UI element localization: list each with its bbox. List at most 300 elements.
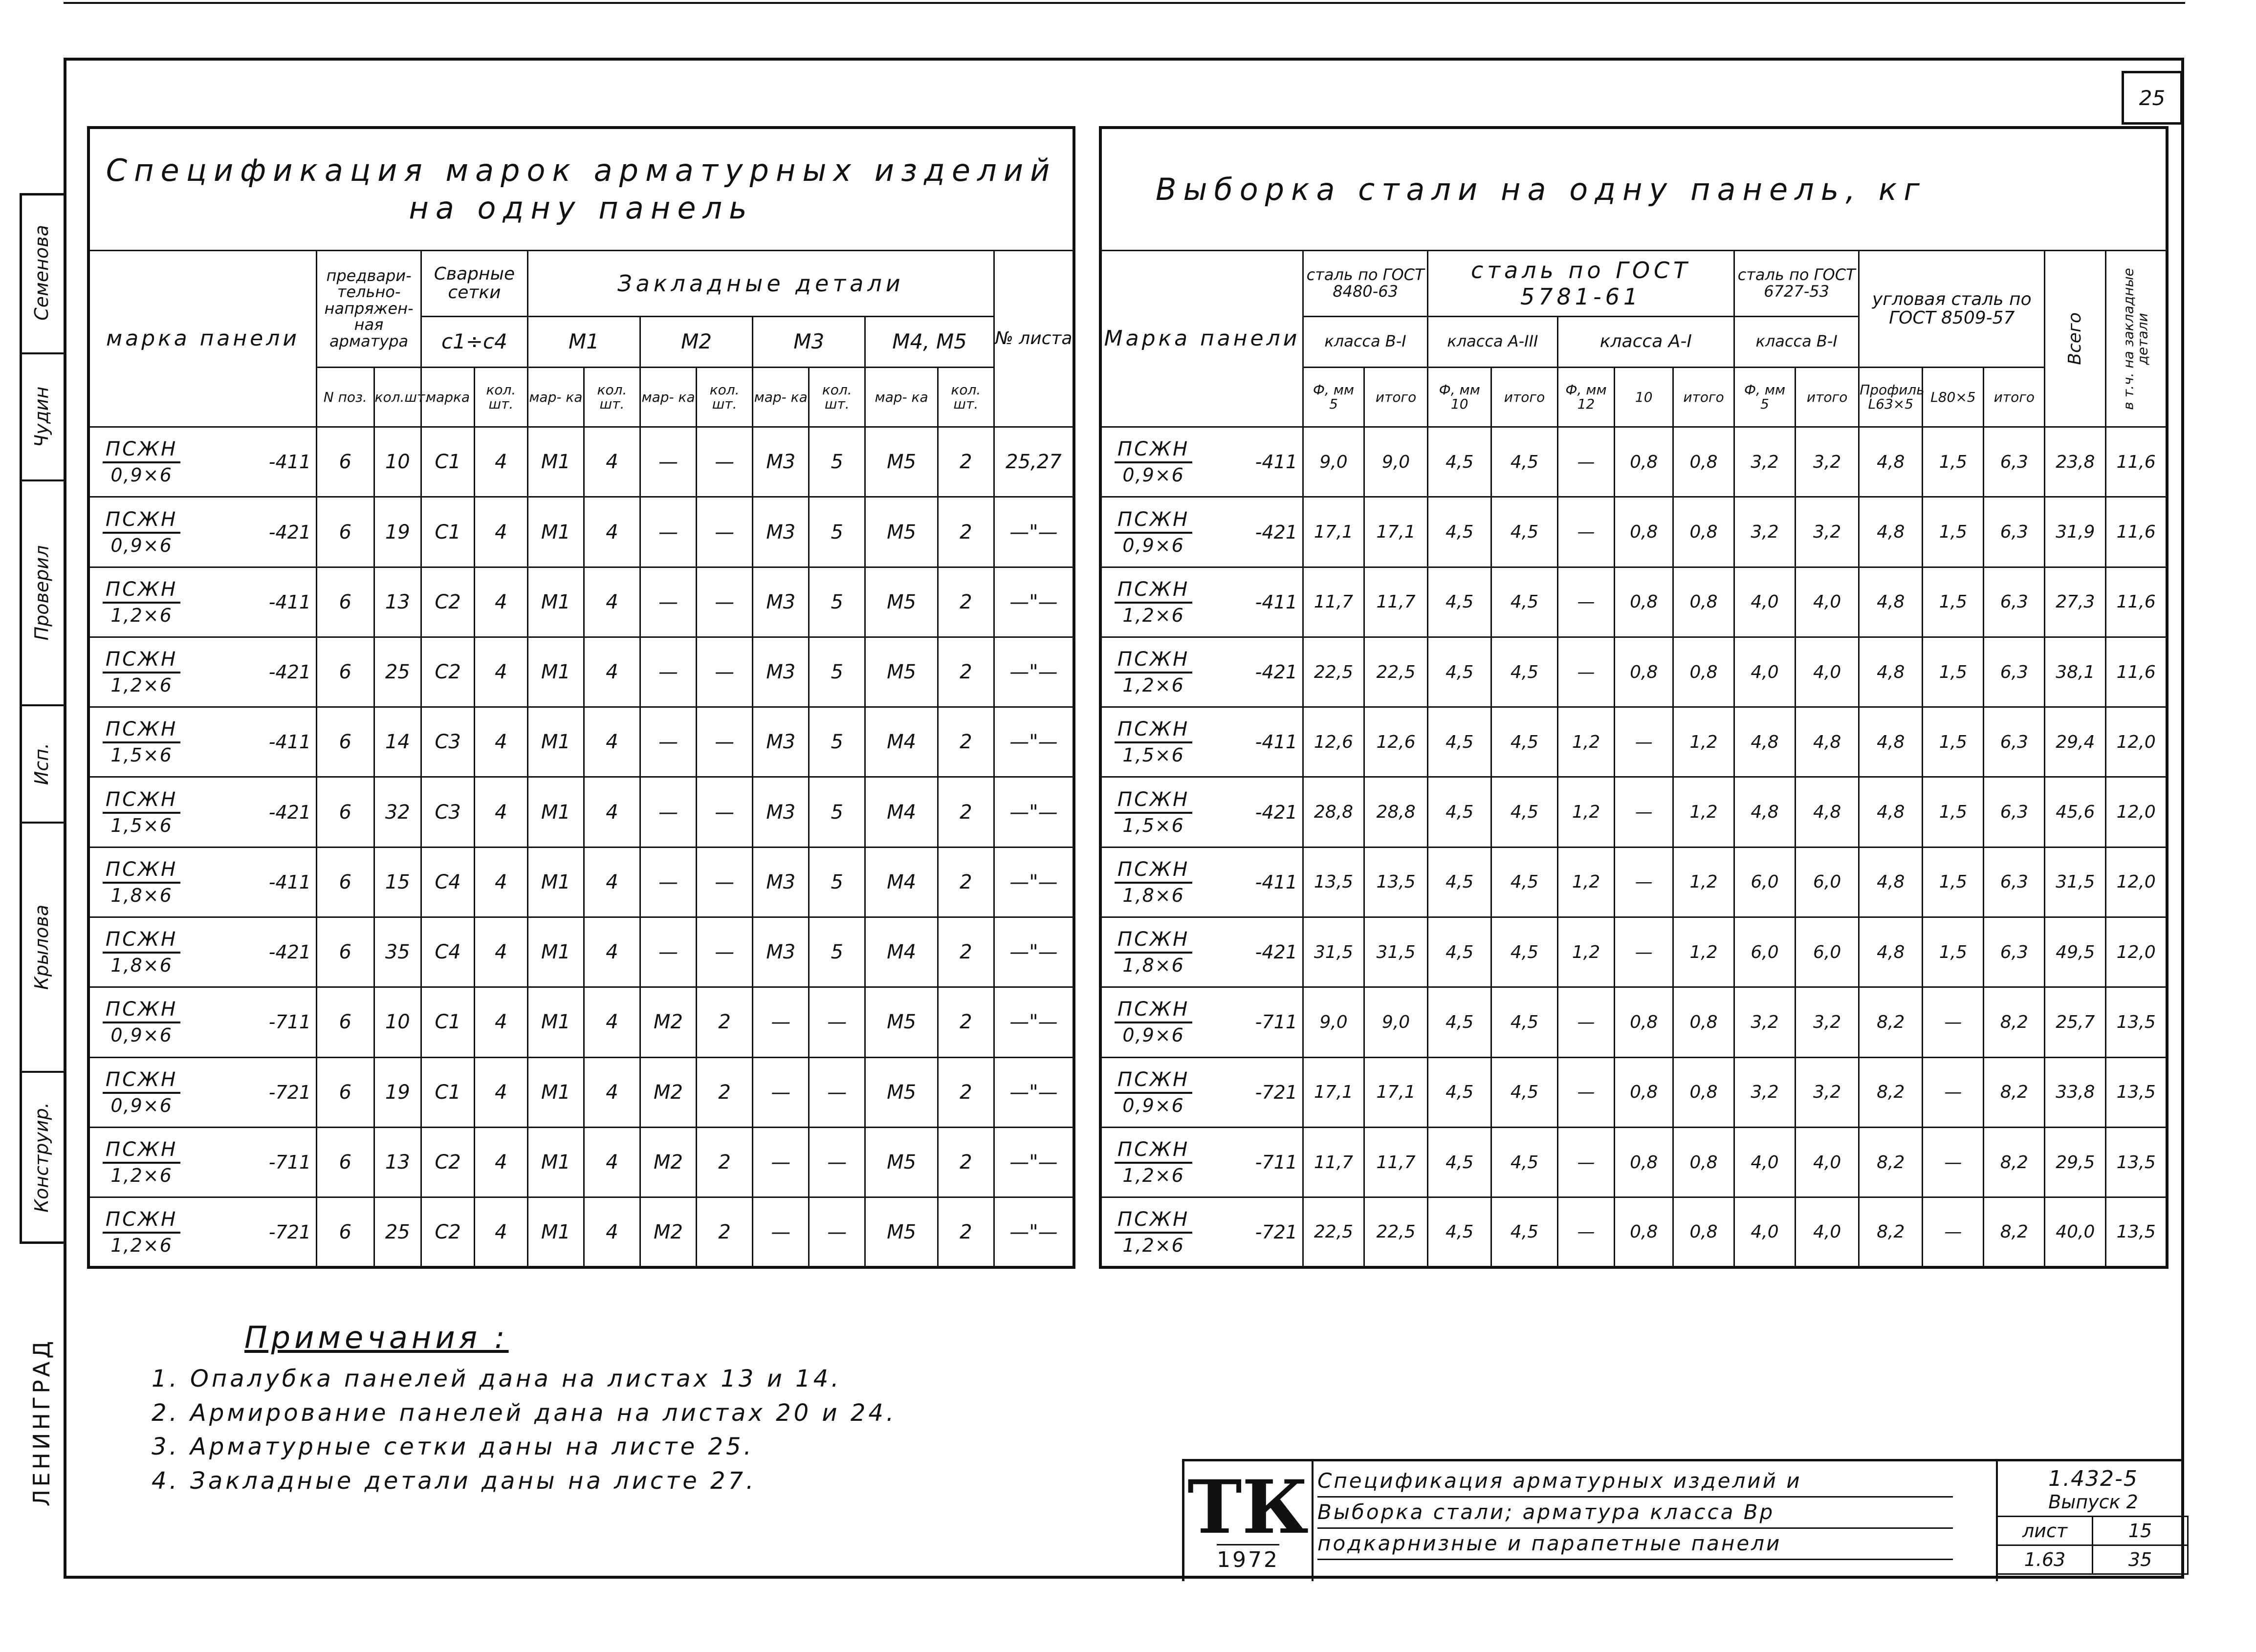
steel-row (1100, 987, 2167, 1057)
spec-cell-m45q: 2 (938, 1127, 994, 1197)
steel-cell: 4,8 (1859, 497, 1923, 567)
hdr-class-ai: класса А-I (1557, 316, 1734, 367)
spec-row-marka (88, 707, 317, 777)
steel-cell: 1,2 (1557, 707, 1615, 777)
spec-title (90, 152, 1073, 227)
spec-cell-m45q: 2 (938, 497, 994, 567)
spec-cell-m2q: — (697, 637, 753, 707)
spec-cell-m1: М1 (527, 1197, 584, 1267)
steel-cell: 4,0 (1796, 637, 1859, 707)
marka-bottom: 0,9×6 (110, 534, 173, 556)
spec-cell-m45: М5 (865, 637, 938, 707)
marka-suffix: -411 (268, 451, 311, 473)
spec-cell-q: 10 (374, 427, 421, 497)
steel-cell: 1,5 (1923, 917, 1984, 987)
steel-cell: 4,8 (1859, 917, 1923, 987)
hdr-sheet-no: № листа (994, 250, 1074, 427)
steel-cell: 6,3 (1984, 497, 2045, 567)
steel-cell: 4,8 (1859, 707, 1923, 777)
marka-bottom: 1,2×6 (110, 604, 173, 626)
steel-cell: 4,5 (1428, 567, 1491, 637)
marka-top: ПСЖН (103, 998, 180, 1023)
steel-cell: 4,0 (1796, 1127, 1859, 1197)
title-block-doc-info (1996, 1461, 2189, 1581)
spec-cell-mesh: С1 (421, 987, 475, 1057)
steel-cell: 38,1 (2045, 637, 2106, 707)
hdr-marka: марка панели (88, 250, 317, 427)
side-label-4: Исп. (20, 706, 64, 824)
spec-cell-m2: — (640, 427, 697, 497)
steel-cell: 3,2 (1734, 427, 1796, 497)
hdr-class-bi-2: класса В-I (1734, 316, 1859, 367)
note-item-3: 3. Арматурные сетки даны на листе 25. (152, 1433, 754, 1461)
spec-cell-m3q: 5 (809, 777, 865, 847)
hdr-dia-2-val: 10 (1450, 396, 1468, 413)
steel-cell: — (1615, 777, 1673, 847)
side-label-5: Крылова (20, 824, 64, 1073)
steel-cell: 6,3 (1984, 567, 2045, 637)
spec-cell-mq: 4 (474, 917, 527, 987)
marka-suffix: -421 (1255, 801, 1297, 823)
hdr-m3-marka: мар- ка (753, 367, 809, 427)
marka-suffix: -711 (268, 1152, 311, 1174)
steel-cell: 11,7 (1364, 567, 1427, 637)
hdr-steel-marka: Марка панели (1100, 250, 1303, 427)
steel-row (1100, 1127, 2167, 1197)
hdr-itogo-5: итого (1984, 367, 2045, 427)
spec-cell-m2: — (640, 847, 697, 917)
hdr-gost-6727: сталь по ГОСТ 6727-53 (1734, 250, 1859, 316)
steel-cell: 31,5 (1303, 917, 1364, 987)
steel-cell: 6,0 (1734, 917, 1796, 987)
spec-cell-mq: 4 (474, 1197, 527, 1267)
spec-title-cell (88, 128, 1074, 250)
spec-cell-sheet: —"— (994, 567, 1074, 637)
steel-cell: 12,0 (2106, 777, 2167, 847)
marka-suffix: -421 (1255, 521, 1297, 543)
spec-cell-q: 14 (374, 707, 421, 777)
steel-cell: 0,8 (1673, 1197, 1734, 1267)
steel-cell: 31,5 (1364, 917, 1427, 987)
steel-cell: 0,8 (1615, 637, 1673, 707)
spec-cell-q: 25 (374, 637, 421, 707)
steel-cell: 11,7 (1364, 1127, 1427, 1197)
spec-cell-n: 6 (317, 567, 374, 637)
hdr-dia-3-label: Ф, мм (1565, 381, 1607, 398)
marka-bottom: 1,2×6 (1122, 1165, 1184, 1187)
hdr-m45-marka: мар- ка (865, 367, 938, 427)
notes-title: Примечания : (244, 1320, 509, 1355)
steel-table (1099, 126, 2168, 1269)
spec-cell-sheet: —"— (994, 847, 1074, 917)
spec-cell-m3q: — (809, 1197, 865, 1267)
steel-cell: 49,5 (2045, 917, 2106, 987)
steel-cell: 13,5 (1364, 847, 1427, 917)
steel-cell: — (1557, 987, 1615, 1057)
spec-cell-sheet: —"— (994, 1057, 1074, 1127)
spec-cell-m2: — (640, 567, 697, 637)
steel-row-marka (1100, 847, 1303, 917)
hdr-dia-5-label: Ф, мм (1744, 381, 1786, 398)
title-block-description (1317, 1466, 1953, 1560)
spec-cell-q: 35 (374, 917, 421, 987)
spec-cell-mq: 4 (474, 567, 527, 637)
spec-row-marka (88, 847, 317, 917)
hdr-dia-10: 10 (1615, 367, 1673, 427)
steel-cell: 6,3 (1984, 917, 2045, 987)
steel-cell: 4,0 (1734, 567, 1796, 637)
marka-top: ПСЖН (103, 438, 180, 463)
spec-cell-mq: 4 (474, 777, 527, 847)
marka-suffix: -411 (1255, 731, 1297, 753)
hdr-total-text: Всего (2065, 312, 2085, 365)
steel-cell: 22,5 (1364, 1197, 1427, 1267)
steel-row (1100, 707, 2167, 777)
spec-cell-m45: М5 (865, 427, 938, 497)
hdr-m2: М2 (640, 316, 753, 367)
steel-cell: 11,6 (2106, 637, 2167, 707)
steel-cell: 4,5 (1491, 777, 1557, 847)
marka-top: ПСЖН (1115, 858, 1192, 884)
steel-cell: 4,5 (1428, 427, 1491, 497)
marka-top: ПСЖН (103, 928, 180, 954)
hdr-m1-marka: мар- ка (527, 367, 584, 427)
hdr-gost-8480: сталь по ГОСТ 8480-63 (1303, 250, 1428, 316)
steel-cell: 4,8 (1859, 847, 1923, 917)
steel-cell: 4,5 (1491, 847, 1557, 917)
marka-bottom: 1,2×6 (110, 674, 173, 696)
steel-cell: 40,0 (2045, 1197, 2106, 1267)
title-block-desc-1: Спецификация арматурных изделий и (1317, 1466, 1953, 1498)
spec-cell-n: 6 (317, 1127, 374, 1197)
spec-cell-sheet: —"— (994, 917, 1074, 987)
steel-row-marka (1100, 1057, 1303, 1127)
steel-cell: 33,8 (2045, 1057, 2106, 1127)
spec-cell-m45: М5 (865, 1127, 938, 1197)
spec-cell-sheet: —"— (994, 637, 1074, 707)
spec-cell-n: 6 (317, 1057, 374, 1127)
marka-top: ПСЖН (1115, 508, 1192, 534)
spec-cell-n: 6 (317, 637, 374, 707)
note-item-2: 2. Армирование панелей дана на листах 20 и 24. (152, 1399, 897, 1427)
spec-cell-m1q: 4 (584, 637, 640, 707)
spec-cell-m1q: 4 (584, 1197, 640, 1267)
marka-suffix: -721 (1255, 1221, 1297, 1243)
steel-cell: 22,5 (1303, 637, 1364, 707)
steel-cell: — (1557, 637, 1615, 707)
steel-cell: 17,1 (1364, 497, 1427, 567)
steel-cell: 12,6 (1364, 707, 1427, 777)
spec-cell-sheet: —"— (994, 707, 1074, 777)
steel-cell: — (1923, 1127, 1984, 1197)
steel-cell: 22,5 (1303, 1197, 1364, 1267)
steel-cell: 4,5 (1491, 707, 1557, 777)
spec-cell-mq: 4 (474, 707, 527, 777)
steel-cell: 28,8 (1303, 777, 1364, 847)
steel-cell: 0,8 (1615, 1057, 1673, 1127)
city-label: ЛЕНИНГРАД (28, 1338, 55, 1507)
marka-bottom: 1,2×6 (1122, 674, 1184, 696)
steel-row-marka (1100, 777, 1303, 847)
marka-bottom: 1,2×6 (110, 1234, 173, 1256)
spec-cell-m2: — (640, 917, 697, 987)
steel-cell: — (1923, 1057, 1984, 1127)
spec-cell-mesh: С4 (421, 917, 475, 987)
steel-row-marka (1100, 1197, 1303, 1267)
steel-cell: 6,3 (1984, 777, 2045, 847)
hdr-dia-12 (1557, 367, 1615, 427)
marka-top: ПСЖН (1115, 718, 1192, 743)
steel-cell: 22,5 (1364, 637, 1427, 707)
steel-cell: — (1557, 497, 1615, 567)
spec-cell-m1: М1 (527, 637, 584, 707)
spec-cell-m2: — (640, 497, 697, 567)
marka-bottom: 0,9×6 (110, 1094, 173, 1116)
doc-issue: Выпуск 2 (1998, 1491, 2189, 1517)
spec-cell-m1: М1 (527, 427, 584, 497)
steel-cell: 4,8 (1734, 707, 1796, 777)
marka-bottom: 0,9×6 (110, 1024, 173, 1046)
spec-cell-m45: М4 (865, 707, 938, 777)
steel-cell: 1,5 (1923, 777, 1984, 847)
steel-cell: 4,5 (1491, 1197, 1557, 1267)
marka-suffix: -421 (268, 941, 311, 963)
steel-cell: 4,0 (1796, 1197, 1859, 1267)
marka-top: ПСЖН (103, 788, 180, 814)
spec-cell-m2q: — (697, 847, 753, 917)
steel-cell: 0,8 (1673, 567, 1734, 637)
steel-cell: 4,5 (1428, 637, 1491, 707)
top-border-line (64, 2, 2185, 7)
spec-cell-m3: М3 (753, 777, 809, 847)
spec-cell-m2: М2 (640, 987, 697, 1057)
doc-sheet-row (1998, 1517, 2189, 1546)
spec-cell-m1q: 4 (584, 427, 640, 497)
marka-top: ПСЖН (103, 508, 180, 534)
marka-top: ПСЖН (1115, 1068, 1192, 1094)
steel-cell: 4,5 (1491, 497, 1557, 567)
steel-cell: — (1923, 987, 1984, 1057)
spec-cell-m2: — (640, 637, 697, 707)
spec-cell-m45q: 2 (938, 707, 994, 777)
steel-cell: 1,5 (1923, 497, 1984, 567)
spec-row-marka (88, 637, 317, 707)
spec-cell-m3q: 5 (809, 567, 865, 637)
hdr-class-bi: класса В-I (1303, 316, 1428, 367)
tk-logo (1184, 1461, 1314, 1581)
marka-bottom: 1,8×6 (110, 955, 173, 977)
hdr-gost-5781: сталь по ГОСТ 5781-61 (1428, 250, 1734, 316)
spec-cell-m1: М1 (527, 1057, 584, 1127)
marka-suffix: -721 (1255, 1081, 1297, 1103)
marka-bottom: 1,5×6 (110, 814, 173, 836)
marka-top: ПСЖН (1115, 928, 1192, 954)
spec-cell-sheet: —"— (994, 777, 1074, 847)
marka-top: ПСЖН (103, 1138, 180, 1164)
spec-cell-q: 19 (374, 497, 421, 567)
marka-top: ПСЖН (103, 1068, 180, 1094)
steel-row (1100, 917, 2167, 987)
title-block-desc-3: подкарнизные и парапетные панели (1317, 1529, 1953, 1560)
marka-top: ПСЖН (1115, 1208, 1192, 1234)
tk-logo-year: 1972 (1217, 1544, 1279, 1572)
steel-cell: 1,5 (1923, 637, 1984, 707)
spec-cell-mesh: С3 (421, 707, 475, 777)
steel-cell: 4,8 (1859, 567, 1923, 637)
spec-cell-q: 10 (374, 987, 421, 1057)
spec-cell-m3: — (753, 1127, 809, 1197)
steel-row (1100, 427, 2167, 497)
spec-cell-m45: М5 (865, 1197, 938, 1267)
spec-cell-n: 6 (317, 497, 374, 567)
tk-logo-letters: ТК (1187, 1464, 1309, 1550)
marka-suffix: -411 (1255, 871, 1297, 893)
spec-cell-m1: М1 (527, 1127, 584, 1197)
steel-cell: 27,3 (2045, 567, 2106, 637)
spec-cell-m2q: — (697, 497, 753, 567)
spec-row (88, 427, 1074, 497)
spec-title-line2: на одну панель (409, 190, 754, 226)
spec-cell-m2q: — (697, 777, 753, 847)
spec-cell-m3: М3 (753, 917, 809, 987)
spec-cell-q: 25 (374, 1197, 421, 1267)
spec-cell-n: 6 (317, 917, 374, 987)
steel-cell: 1,2 (1673, 847, 1734, 917)
spec-cell-m2: М2 (640, 1197, 697, 1267)
marka-bottom: 0,9×6 (1122, 464, 1184, 486)
spec-cell-mq: 4 (474, 637, 527, 707)
steel-row-marka (1100, 917, 1303, 987)
steel-cell: — (1557, 427, 1615, 497)
steel-cell: 4,0 (1734, 1197, 1796, 1267)
spec-cell-m1: М1 (527, 497, 584, 567)
hdr-angle-steel: угловая сталь по ГОСТ 8509-57 (1859, 250, 2045, 367)
steel-cell: 1,2 (1673, 777, 1734, 847)
marka-top: ПСЖН (1115, 1138, 1192, 1164)
steel-cell: 0,8 (1615, 1197, 1673, 1267)
spec-cell-q: 13 (374, 1127, 421, 1197)
spec-cell-m1: М1 (527, 777, 584, 847)
spec-row-marka (88, 567, 317, 637)
steel-cell: 9,0 (1364, 427, 1427, 497)
steel-cell: 4,8 (1859, 777, 1923, 847)
marka-suffix: -711 (1255, 1152, 1297, 1174)
steel-cell: 1,2 (1557, 917, 1615, 987)
spec-cell-m3: М3 (753, 847, 809, 917)
steel-cell: 23,8 (2045, 427, 2106, 497)
spec-cell-m3: — (753, 987, 809, 1057)
steel-row-marka (1100, 497, 1303, 567)
marka-bottom: 1,5×6 (1122, 814, 1184, 836)
steel-cell: 4,0 (1734, 1127, 1796, 1197)
steel-cell: 17,1 (1303, 1057, 1364, 1127)
steel-cell: 3,2 (1796, 987, 1859, 1057)
steel-cell: 4,5 (1428, 917, 1491, 987)
marka-bottom: 1,2×6 (1122, 604, 1184, 626)
steel-cell: — (1615, 917, 1673, 987)
steel-cell: 6,3 (1984, 847, 2045, 917)
spec-cell-m3q: 5 (809, 707, 865, 777)
marka-bottom: 1,5×6 (1122, 744, 1184, 766)
spec-cell-mq: 4 (474, 497, 527, 567)
steel-cell: — (1557, 567, 1615, 637)
steel-row-marka (1100, 1127, 1303, 1197)
steel-cell: 4,8 (1859, 427, 1923, 497)
spec-cell-m1q: 4 (584, 497, 640, 567)
steel-cell: 6,0 (1796, 917, 1859, 987)
spec-row-marka (88, 777, 317, 847)
steel-cell: 4,5 (1491, 427, 1557, 497)
steel-cell: 6,3 (1984, 637, 2045, 707)
spec-cell-m3: М3 (753, 567, 809, 637)
steel-cell: 4,5 (1491, 917, 1557, 987)
hdr-profile-label: Профиль (1860, 381, 1925, 398)
steel-cell: 0,8 (1615, 497, 1673, 567)
notes (152, 1320, 897, 1498)
steel-cell: 3,2 (1796, 497, 1859, 567)
marka-bottom: 1,8×6 (110, 884, 173, 906)
steel-cell: 3,2 (1734, 497, 1796, 567)
hdr-m1: М1 (527, 316, 640, 367)
steel-cell: 3,2 (1734, 987, 1796, 1057)
steel-cell: 6,3 (1984, 707, 2045, 777)
steel-cell: 0,8 (1673, 637, 1734, 707)
steel-cell: 1,5 (1923, 427, 1984, 497)
spec-row-marka (88, 1127, 317, 1197)
spec-cell-sheet: —"— (994, 1197, 1074, 1267)
steel-row-marka (1100, 427, 1303, 497)
spec-cell-m3q: 5 (809, 917, 865, 987)
side-label-3: Проверил (20, 481, 64, 706)
steel-cell: 12,0 (2106, 847, 2167, 917)
spec-cell-n: 6 (317, 1197, 374, 1267)
steel-cell: 1,2 (1557, 847, 1615, 917)
spec-cell-m2q: — (697, 427, 753, 497)
spec-cell-m3q: 5 (809, 497, 865, 567)
spec-cell-m1q: 4 (584, 847, 640, 917)
steel-cell: 4,5 (1491, 567, 1557, 637)
spec-cell-mesh: С1 (421, 1057, 475, 1127)
steel-row (1100, 1197, 2167, 1267)
spec-cell-m45: М5 (865, 497, 938, 567)
steel-row (1100, 777, 2167, 847)
spec-cell-m45q: 2 (938, 917, 994, 987)
spec-cell-mesh: С1 (421, 497, 475, 567)
marka-bottom: 0,9×6 (1122, 1094, 1184, 1116)
spec-cell-m2q: 2 (697, 1127, 753, 1197)
steel-cell: 11,6 (2106, 567, 2167, 637)
marka-bottom: 0,9×6 (1122, 534, 1184, 556)
steel-row (1100, 497, 2167, 567)
spec-cell-m3q: — (809, 1127, 865, 1197)
steel-cell: 9,0 (1303, 987, 1364, 1057)
steel-cell: — (1615, 847, 1673, 917)
steel-cell: 0,8 (1615, 987, 1673, 1057)
spec-row-marka (88, 497, 317, 567)
spec-cell-m2: М2 (640, 1127, 697, 1197)
spec-cell-m1q: 4 (584, 1057, 640, 1127)
steel-cell: 11,6 (2106, 497, 2167, 567)
spec-cell-n: 6 (317, 427, 374, 497)
spec-cell-sheet: 25,27 (994, 427, 1074, 497)
spec-cell-m45q: 2 (938, 1057, 994, 1127)
spec-cell-m1: М1 (527, 917, 584, 987)
spec-cell-m1q: 4 (584, 777, 640, 847)
doc-extra-1: 1.63 (1998, 1546, 2093, 1575)
steel-cell: 6,0 (1796, 847, 1859, 917)
spec-row (88, 567, 1074, 637)
marka-suffix: -711 (1255, 1011, 1297, 1033)
